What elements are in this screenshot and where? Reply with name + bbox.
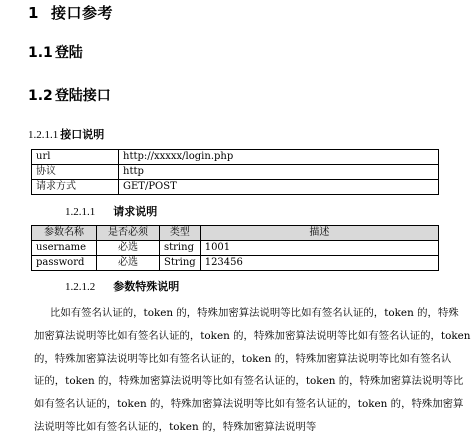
heading-number: 1.2.1.1 (65, 206, 96, 218)
heading-number: 1.1 (28, 45, 53, 61)
table-cell-key: 请求方式 (32, 180, 119, 195)
paragraph-line: 比如有签名认证的，token 的，特殊加密算法说明等比如有签名认证的，token 的，特殊 (50, 307, 459, 319)
table-cell-required: 必选 (97, 256, 160, 271)
table-cell-desc: 1001 (200, 241, 438, 256)
heading-request-description (65, 203, 157, 219)
table-cell-type: string (160, 241, 201, 256)
heading-title: 参数特殊说明 (113, 280, 180, 293)
heading-number: 1.2 (28, 88, 53, 104)
table-header-row (32, 226, 439, 241)
column-header: 是否必须 (97, 226, 160, 241)
column-header: 参数名称 (32, 226, 97, 241)
params-table (31, 225, 439, 271)
table-cell-value: GET/POST (119, 180, 439, 195)
table-row (32, 241, 439, 256)
table-cell-name: username (32, 241, 97, 256)
heading-1-2 (28, 85, 111, 105)
table-row (32, 165, 439, 180)
table-cell-required: 必选 (97, 241, 160, 256)
heading-title: 登陆 (54, 45, 83, 61)
table-cell-type: String (160, 256, 201, 271)
heading-1-1 (28, 42, 83, 62)
heading-number: 1.2.1.2 (65, 281, 96, 293)
heading-number: 1.2.1.1 (28, 129, 59, 141)
heading-title: 接口参考 (50, 4, 113, 22)
table-row (32, 256, 439, 271)
table-cell-name: password (32, 256, 97, 271)
paragraph-line: 法说明等比如有签名认证的，token 的，特殊加密算法说明等 (34, 420, 317, 433)
body-paragraph (34, 302, 471, 439)
paragraph-line: 证的，token 的，特殊加密算法说明等比如有签名认证的，token 的，特殊加密算法说明等比 (34, 375, 464, 388)
table-cell-desc: 123456 (200, 256, 438, 271)
table-cell-key: url (32, 150, 119, 165)
interface-table (31, 149, 439, 195)
heading-1-2-1-1 (28, 126, 104, 142)
column-header: 描述 (200, 226, 438, 241)
paragraph-line: 如有签名认证的，token 的，特殊加密算法说明等比如有签名认证的，token 的，特殊加密算 (34, 398, 464, 411)
table-cell-value: http (119, 165, 439, 180)
heading-title: 请求说明 (113, 205, 158, 218)
paragraph-line: 的，特殊加密算法说明等比如有签名认证的，token 的，特殊加密算法说明等比如有签名认 (34, 352, 452, 365)
heading-number: 1 (28, 4, 39, 22)
table-cell-value: http://xxxxx/login.php (119, 150, 439, 165)
table-row (32, 150, 439, 165)
paragraph-line: 加密算法说明等比如有签名认证的，token 的，特殊加密算法说明等比如有签名认证的，token (34, 329, 471, 342)
column-header: 类型 (160, 226, 201, 241)
table-row (32, 180, 439, 195)
table-cell-key: 协议 (32, 165, 119, 180)
heading-title: 接口说明 (60, 128, 105, 141)
heading-1 (28, 2, 113, 23)
heading-param-special (65, 278, 179, 294)
heading-title: 登陆接口 (54, 88, 111, 104)
